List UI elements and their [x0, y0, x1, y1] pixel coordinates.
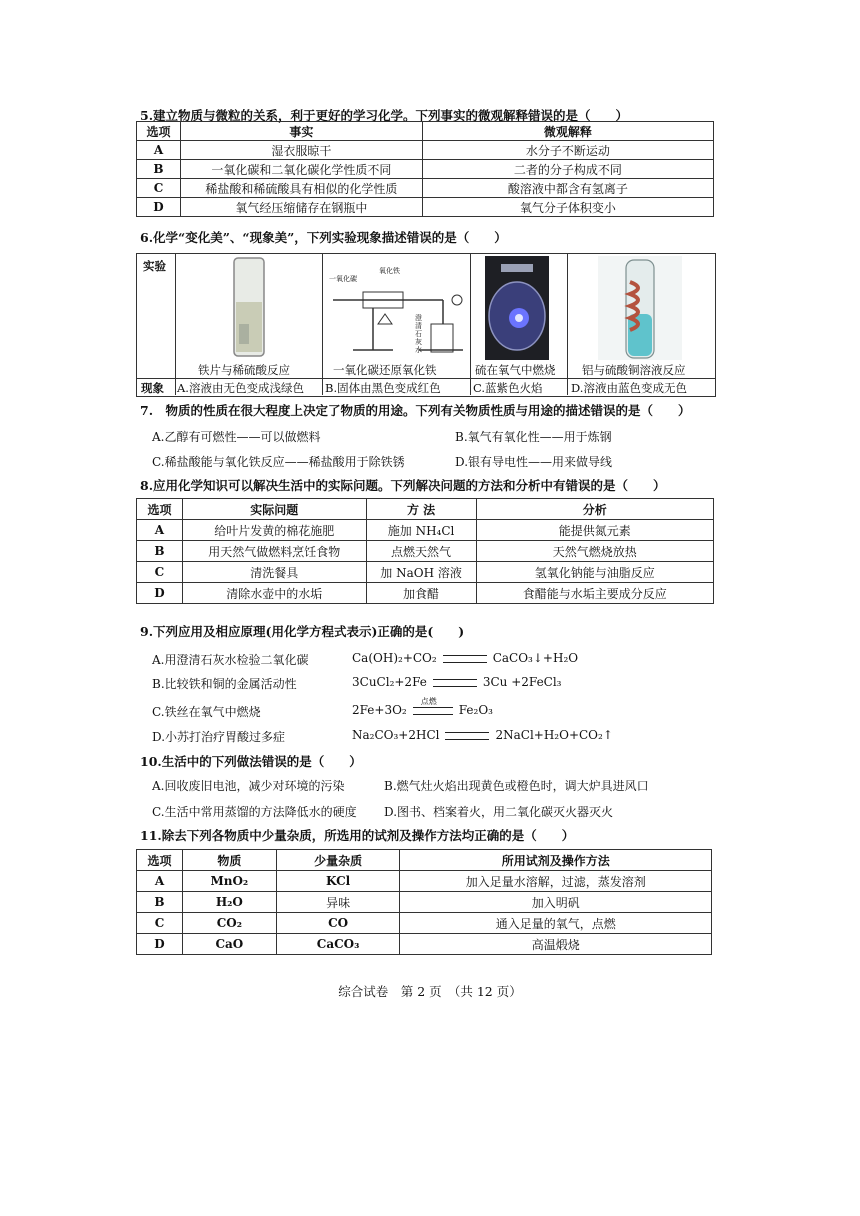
- phenomenon-row-label: 现象: [141, 381, 164, 395]
- equals-sign: [433, 679, 477, 687]
- table-cell: 点燃天然气: [366, 541, 476, 562]
- table-row: [137, 198, 714, 217]
- q10-option-b: B.燃气灶火焰出现黄色或橙色时，调大炉具进风口: [384, 779, 649, 793]
- table-cell: 清洗餐具: [182, 562, 366, 583]
- table-cell: A: [137, 141, 181, 160]
- table-cell: 氧气经压缩储存在钢瓶中: [180, 198, 422, 217]
- table-header: 所用试剂及操作方法: [400, 850, 712, 871]
- divider: [567, 378, 568, 395]
- table-header: 方 法: [366, 499, 476, 520]
- q9-stem: 9.下列应用及相应原理(用化学方程式表示)正确的是( ): [140, 624, 465, 639]
- apparatus-label: 一氧化碳: [329, 275, 357, 283]
- table-row: [137, 562, 714, 583]
- table-cell: 二者的分子构成不同: [422, 160, 713, 179]
- table-cell: CaO: [182, 934, 276, 955]
- table-cell: 天然气燃烧放热: [476, 541, 714, 562]
- table-cell: B: [137, 892, 183, 913]
- table-cell: 加入足量水溶解，过滤，蒸发溶剂: [400, 871, 712, 892]
- table-cell: 食醋能与水垢主要成分反应: [476, 583, 714, 604]
- table-row: [137, 892, 712, 913]
- apparatus-label: 澄清石灰水: [415, 314, 422, 354]
- q9-option-b-label: B.比较铁和铜的金属活动性: [152, 677, 297, 691]
- table-cell: H₂O: [182, 892, 276, 913]
- table-cell: C: [137, 179, 181, 198]
- table-cell: 酸溶液中都含有氢离子: [422, 179, 713, 198]
- table-cell: 加 NaOH 溶液: [366, 562, 476, 583]
- table-cell: B: [137, 160, 181, 179]
- table-cell: CaCO₃: [276, 934, 400, 955]
- divider: [470, 378, 471, 395]
- equals-sign: [443, 655, 487, 663]
- equals-sign: [445, 732, 489, 740]
- table-cell: 湿衣服晾干: [180, 141, 422, 160]
- table-cell: 异味: [276, 892, 400, 913]
- phenomenon-option: A.溶液由无色变成浅绿色: [177, 381, 304, 395]
- q9-option-d-equation: [352, 728, 613, 742]
- table-header: 事实: [180, 122, 422, 141]
- experiment-caption: 硫在氧气中燃烧: [475, 363, 556, 377]
- table-row: [137, 179, 714, 198]
- q9-option-a-equation: [352, 651, 578, 665]
- table-row: [137, 583, 714, 604]
- table-cell: KCl: [276, 871, 400, 892]
- table-cell: CO₂: [182, 913, 276, 934]
- table-row: [137, 934, 712, 955]
- table-cell: 高温煅烧: [400, 934, 712, 955]
- experiment-image-cell: [322, 254, 471, 378]
- q9-option-a-label: A.用澄清石灰水检验二氧化碳: [152, 653, 309, 667]
- table-cell: 通入足量的氧气，点燃: [400, 913, 712, 934]
- q10-option-d: D.图书、档案着火，用二氧化碳灭火器灭火: [384, 805, 614, 819]
- table-header: 微观解释: [422, 122, 713, 141]
- experiment-caption: 一氧化碳还原氧化铁: [333, 363, 437, 377]
- table-cell: 加入明矾: [400, 892, 712, 913]
- table-cell: 一氧化碳和二氧化碳化学性质不同: [180, 160, 422, 179]
- table-cell: 给叶片发黄的棉花施肥: [182, 520, 366, 541]
- table-cell: A: [137, 871, 183, 892]
- table-row: [137, 871, 712, 892]
- experiment-caption: 铝与硫酸铜溶液反应: [582, 363, 686, 377]
- q11-stem: 11.除去下列各物质中少量杂质，所选用的试剂及操作方法均正确的是（ ）: [140, 828, 575, 843]
- q6-stem: 6.化学“变化美”、“现象美”，下列实验现象描述错误的是（ ）: [140, 230, 507, 245]
- experiment-image-cell: [567, 254, 715, 378]
- q5-stem: 5.建立物质与微粒的关系，利于更好的学习化学。下列事实的微观解释错误的是（ ）: [140, 108, 629, 123]
- q5-table: [136, 121, 714, 217]
- table-cell: 水分子不断运动: [422, 141, 713, 160]
- experiment-caption: 铁片与稀硫酸反应: [198, 363, 290, 377]
- table-cell: MnO₂: [182, 871, 276, 892]
- table-cell: 稀盐酸和稀硫酸具有相似的化学性质: [180, 179, 422, 198]
- table-header: 选项: [137, 850, 183, 871]
- q7-option-a: A.乙醇有可燃性——可以做燃料: [152, 430, 321, 444]
- q7-stem: 7. 物质的性质在很大程度上决定了物质的用途。下列有关物质性质与用途的描述错误的是（ ）: [140, 403, 691, 418]
- equals-sign: [413, 696, 453, 715]
- page-footer: 综合试卷 第 2 页 （共 12 页）: [338, 984, 522, 999]
- experiment-image-cell: [175, 254, 323, 378]
- table-cell: 氢氧化钠能与油脂反应: [476, 562, 714, 583]
- table-header: 少量杂质: [276, 850, 400, 871]
- table-row: [137, 520, 714, 541]
- table-row: [137, 913, 712, 934]
- equation-lhs: 3CuCl₂+2Fe: [352, 675, 427, 689]
- experiment-row-label: 实验: [143, 259, 166, 273]
- table-header: 物质: [182, 850, 276, 871]
- q10-option-a: A.回收废旧电池，减少对环境的污染: [152, 779, 345, 793]
- table-cell: 氧气分子体积变小: [422, 198, 713, 217]
- equation-rhs: CaCO₃↓+H₂O: [492, 651, 579, 665]
- equation-lhs: Na₂CO₃+2HCl: [352, 728, 440, 742]
- phenomenon-option: B.固体由黑色变成红色: [325, 381, 441, 395]
- reaction-condition: 点燃: [420, 696, 437, 706]
- table-cell: CO: [276, 913, 400, 934]
- table-row: [137, 141, 714, 160]
- table-header: 选项: [137, 122, 181, 141]
- q9-option-d-label: D.小苏打治疗胃酸过多症: [152, 730, 286, 744]
- apparatus-label: 氧化铁: [379, 267, 400, 275]
- table-cell: C: [137, 562, 183, 583]
- aluminum-copper-sulfate-image: [568, 254, 715, 378]
- q9-option-c-label: C.铁丝在氧气中燃烧: [152, 705, 261, 719]
- phenomenon-option: D.溶液由蓝色变成无色: [571, 381, 687, 395]
- q6-experiment-table: [136, 253, 716, 397]
- equation-rhs: Fe₂O₃: [458, 703, 493, 717]
- q10-stem: 10.生活中的下列做法错误的是（ ）: [140, 754, 362, 769]
- table-row: [137, 160, 714, 179]
- table-header: 实际问题: [182, 499, 366, 520]
- table-cell: B: [137, 541, 183, 562]
- divider: [175, 378, 176, 395]
- q9-option-c-equation: [352, 696, 493, 717]
- table-cell: 施加 NH₄Cl: [366, 520, 476, 541]
- equation-rhs: 3Cu +2FeCl₃: [482, 675, 562, 689]
- table-cell: D: [137, 583, 183, 604]
- phenomenon-option: C.蓝紫色火焰: [473, 381, 543, 395]
- table-header-row: [137, 122, 714, 141]
- experiment-image-cell: [470, 254, 568, 378]
- phenomenon-row: [137, 378, 715, 396]
- q8-stem: 8.应用化学知识可以解决生活中的实际问题。下列解决问题的方法和分析中有错误的是（ ）: [140, 478, 666, 493]
- table-row: [137, 541, 714, 562]
- test-tube-image: [176, 254, 323, 378]
- q7-option-d: D.银有导电性——用来做导线: [455, 455, 613, 469]
- table-header-row: [137, 499, 714, 520]
- table-header-row: [137, 850, 712, 871]
- table-cell: D: [137, 198, 181, 217]
- table-cell: A: [137, 520, 183, 541]
- equation-lhs: Ca(OH)₂+CO₂: [352, 651, 437, 665]
- equation-lhs: 2Fe+3O₂: [352, 703, 407, 717]
- table-cell: C: [137, 913, 183, 934]
- table-cell: 加食醋: [366, 583, 476, 604]
- divider: [322, 378, 323, 395]
- q10-option-c: C.生活中常用蒸馏的方法降低水的硬度: [152, 805, 357, 819]
- q7-option-b: B.氧气有氧化性——用于炼钢: [455, 430, 612, 444]
- q7-option-c: C.稀盐酸能与氧化铁反应——稀盐酸用于除铁锈: [152, 455, 405, 469]
- table-cell: 用天然气做燃料烹饪食物: [182, 541, 366, 562]
- equation-rhs: 2NaCl+H₂O+CO₂↑: [495, 728, 613, 742]
- table-cell: D: [137, 934, 183, 955]
- table-header: 分析: [476, 499, 714, 520]
- q8-table: [136, 498, 714, 604]
- table-cell: 能提供氮元素: [476, 520, 714, 541]
- table-cell: 清除水壶中的水垢: [182, 583, 366, 604]
- table-header: 选项: [137, 499, 183, 520]
- sulfur-burning-image: [471, 254, 568, 378]
- q9-option-b-equation: [352, 675, 562, 689]
- q11-table: [136, 849, 712, 955]
